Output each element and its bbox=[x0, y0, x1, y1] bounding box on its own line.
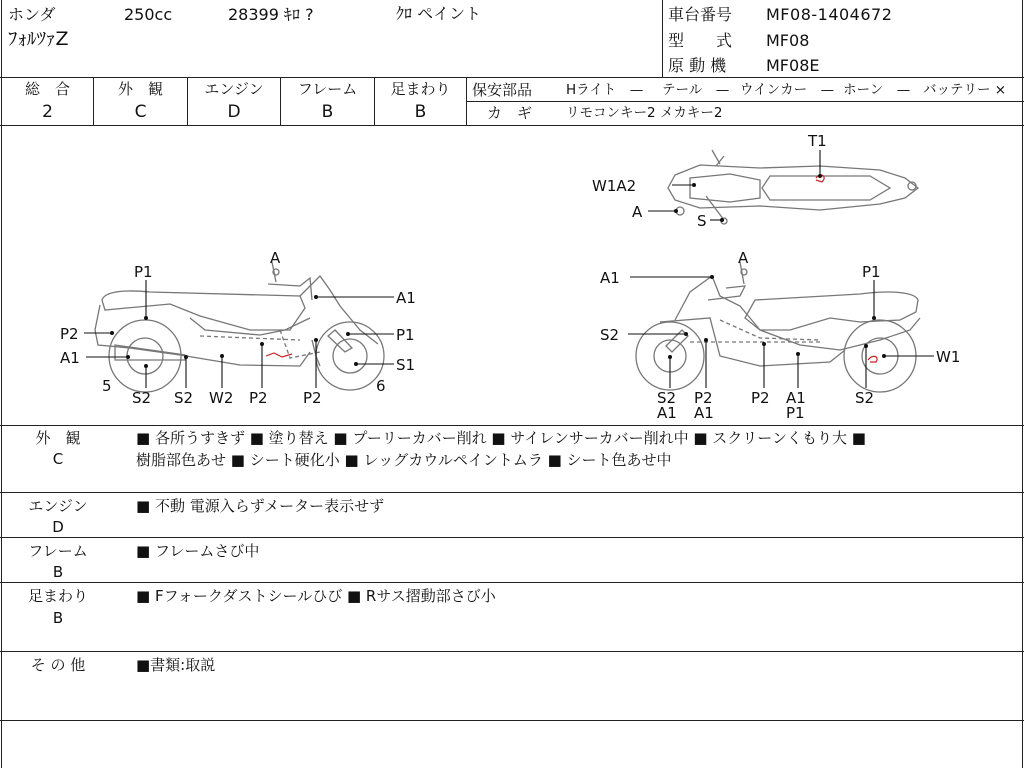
model-name: ﾌｫﾙﾂｧZ bbox=[8, 28, 69, 50]
grade-overall-label: 総 合 bbox=[24, 80, 70, 98]
type-label: 型 式 bbox=[668, 31, 733, 50]
note-engine-label: エンジン bbox=[28, 497, 88, 515]
note-suspension-line: ■ Fフォークダストシールひび ■ Rサス摺動部さび小 bbox=[136, 587, 496, 605]
scooter-right-view bbox=[636, 262, 920, 392]
diagram-label: S2 bbox=[600, 326, 620, 344]
frame-no-label: 車台番号 bbox=[668, 5, 733, 24]
safety-winker: ウインカー — bbox=[740, 82, 835, 98]
frame-no: MF08-1404672 bbox=[766, 5, 893, 24]
grade-frame-label: フレーム bbox=[297, 80, 358, 98]
note-engine-line: ■ 不動 電源入らずメーター表示せず bbox=[136, 497, 385, 515]
note-exterior-label: 外 観 bbox=[35, 429, 81, 447]
note-frame-label: フレーム bbox=[28, 542, 88, 560]
scooter-left-view bbox=[95, 262, 384, 392]
diagram-label: P1 bbox=[396, 326, 415, 344]
diagram-label: S2 bbox=[174, 389, 194, 407]
diagram-label: A1 bbox=[786, 389, 806, 407]
grade-overall-value: 2 bbox=[42, 102, 53, 122]
mileage: 28399 ｷﾛ ? bbox=[228, 5, 314, 24]
note-frame-grade: B bbox=[52, 563, 64, 581]
note-other-line: ■書類:取説 bbox=[136, 656, 216, 674]
diagram-label: S2 bbox=[855, 389, 875, 407]
diagram-label: P1 bbox=[134, 263, 153, 281]
maker: ホンダ bbox=[8, 5, 56, 24]
note-exterior-line: 樹脂部色あせ ■ シート硬化小 ■ レッグカウルペイントムラ ■ シート色あせ中 bbox=[136, 451, 672, 469]
diagram-label: W1A2 bbox=[592, 177, 637, 195]
safety-horn: ホーン — bbox=[843, 82, 911, 98]
diagram-label: A bbox=[270, 249, 281, 267]
key-value: リモコンキー2 メカキー2 bbox=[566, 105, 723, 121]
diagram-label: S2 bbox=[657, 389, 677, 407]
diagram-label: 6 bbox=[376, 377, 386, 395]
grade-suspension-label: 足まわり bbox=[390, 80, 451, 98]
diagram-label: P2 bbox=[751, 389, 770, 407]
diagram-label: A bbox=[632, 203, 643, 221]
diagram-label: P2 bbox=[694, 389, 713, 407]
engine-label: 原 動 機 bbox=[668, 56, 727, 75]
note-frame-line: ■ フレームさび中 bbox=[136, 542, 260, 560]
note-suspension-label: 足まわり bbox=[27, 587, 88, 605]
key-label: カ ギ bbox=[487, 104, 533, 122]
engine-value: MF08E bbox=[766, 56, 820, 75]
note-suspension-grade: B bbox=[52, 609, 64, 627]
diagram-label: A1 bbox=[60, 349, 80, 367]
safety-headlight: Hライト — bbox=[566, 82, 644, 98]
diagram-label: A1 bbox=[694, 404, 714, 422]
safety-battery: バッテリー × bbox=[923, 82, 1007, 98]
diagram-label: S2 bbox=[132, 389, 152, 407]
diagram-label: W2 bbox=[209, 389, 234, 407]
diagram-label: 5 bbox=[102, 377, 112, 395]
safety-label: 保安部品 bbox=[472, 81, 533, 99]
note-other-label: そ の 他 bbox=[30, 656, 86, 674]
grade-frame-value: B bbox=[321, 102, 334, 122]
type-value: MF08 bbox=[766, 31, 810, 50]
diagram-label: S1 bbox=[396, 356, 416, 374]
note-engine-grade: D bbox=[52, 518, 64, 536]
diagram-label: A1 bbox=[396, 289, 416, 307]
diagram-label: A1 bbox=[600, 269, 620, 287]
diagram-label: S bbox=[697, 212, 707, 230]
diagram-label: P2 bbox=[249, 389, 268, 407]
diagram-label: P1 bbox=[862, 263, 881, 281]
diagram-label: P2 bbox=[60, 325, 79, 343]
grade-engine-label: エンジン bbox=[204, 80, 264, 98]
diagram-label: T1 bbox=[808, 132, 827, 150]
diagram-label: A1 bbox=[657, 404, 677, 422]
grade-engine-value: D bbox=[227, 102, 241, 122]
diagram-label: P2 bbox=[303, 389, 322, 407]
body-color: ｸﾛ ペイント bbox=[396, 4, 482, 23]
diagram-label: A bbox=[738, 249, 749, 267]
grade-exterior-value: C bbox=[134, 102, 147, 122]
note-exterior-grade: C bbox=[52, 450, 64, 468]
displacement: 250cc bbox=[124, 5, 173, 24]
grade-exterior-label: 外 観 bbox=[117, 80, 163, 98]
note-exterior-line: ■ 各所うすきず ■ 塗り替え ■ プーリーカバー削れ ■ サイレンサーカバー削れ中 ■ スクリーンくもり大 ■ bbox=[136, 429, 866, 447]
diagram-label: P1 bbox=[786, 404, 805, 422]
diagram-label: W1 bbox=[936, 348, 961, 366]
safety-taillight: テール — bbox=[662, 82, 730, 98]
grade-suspension-value: B bbox=[414, 102, 427, 122]
